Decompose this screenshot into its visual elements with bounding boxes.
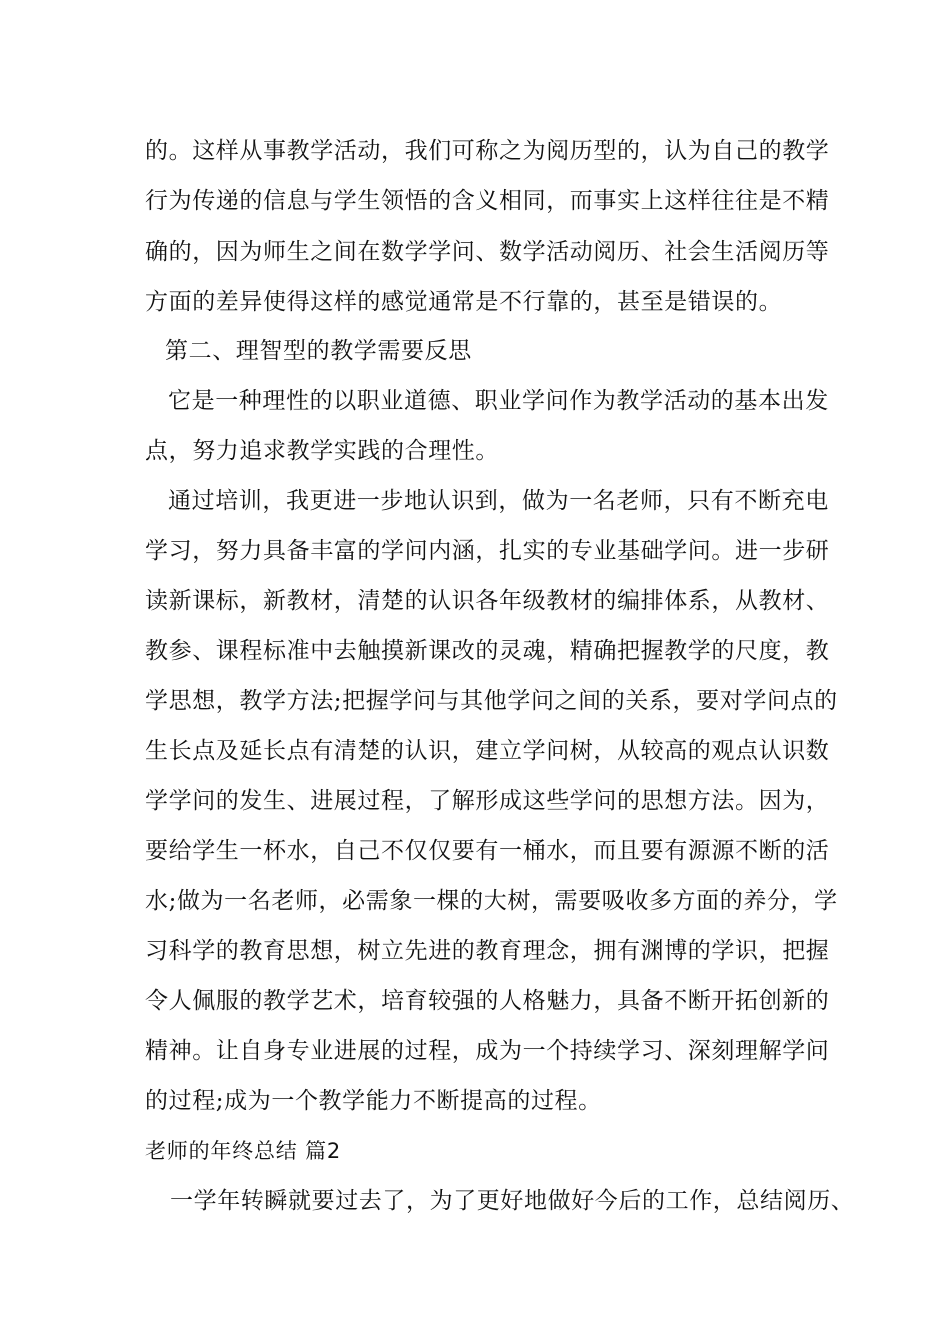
- paragraph-line: 生长点及延长点有清楚的认识，建立学问树，从较高的观点认识数: [145, 738, 830, 764]
- paragraph-line: 通过培训，我更进一步地认识到，做为一名老师，只有不断充电: [168, 488, 829, 514]
- paragraph-line: 水;做为一名老师，必需象一棵的大树，需要吸收多方面的养分，学: [145, 888, 838, 914]
- paragraph-line: 令人佩服的教学艺术，培育较强的人格魅力，具备不断开拓创新的: [145, 988, 830, 1014]
- paragraph-line: 点，努力追求教学实践的合理性。: [145, 438, 499, 464]
- paragraph-line: 学学问的发生、进展过程，了解形成这些学问的思想方法。因为，: [145, 788, 830, 814]
- paragraph-line: 教参、课程标准中去触摸新课改的灵魂，精确把握教学的尺度，教: [145, 638, 830, 664]
- paragraph-line: 学习，努力具备丰富的学问内涵，扎实的专业基础学问。进一步研: [145, 538, 830, 564]
- section-heading: 老师的年终总结 篇2: [145, 1139, 342, 1163]
- paragraph-line: 要给学生一杯水，自己不仅仅要有一桶水，而且要有源源不断的活: [145, 838, 830, 864]
- paragraph-line: 方面的差异使得这样的感觉通常是不行靠的，甚至是错误的。: [145, 289, 783, 315]
- paragraph-line: 习科学的教育思想，树立先进的教育理念，拥有渊博的学识，把握: [145, 938, 830, 964]
- paragraph-line: 的。这样从事教学活动，我们可称之为阅历型的，认为自己的教学: [145, 138, 830, 164]
- paragraph-line: 读新课标，新教材，清楚的认识各年级教材的编排体系，从教材、: [145, 588, 830, 614]
- paragraph-line: 确的，因为师生之间在数学学问、数学活动阅历、社会生活阅历等: [145, 239, 830, 265]
- paragraph-line: 的过程;成为一个教学能力不断提高的过程。: [145, 1088, 602, 1114]
- paragraph-line: 一学年转瞬就要过去了，为了更好地做好今后的工作，总结阅历、: [170, 1188, 855, 1214]
- paragraph-line: 行为传递的信息与学生领悟的含义相同，而事实上这样往往是不精: [145, 188, 830, 214]
- paragraph-line: 精神。让自身专业进展的过程，成为一个持续学习、深刻理解学问: [145, 1038, 830, 1064]
- paragraph-line: 它是一种理性的以职业道德、职业学问作为教学活动的基本出发: [168, 388, 829, 414]
- section-subheading: 第二、理智型的教学需要反思: [165, 338, 472, 364]
- paragraph-line: 学思想，教学方法;把握学问与其他学问之间的关系，要对学问点的: [145, 688, 838, 714]
